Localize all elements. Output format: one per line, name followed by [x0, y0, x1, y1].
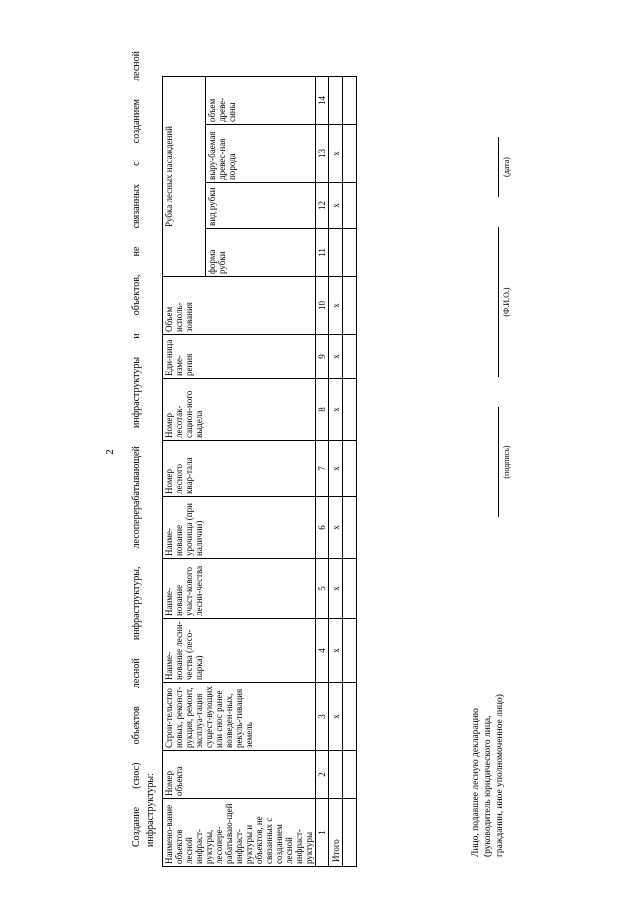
col-header-unit: Еди-ница изме-рения — [163, 335, 316, 379]
total-cell — [329, 77, 343, 125]
signatory-line-3: гражданин, иное уполномоченное лицо) — [495, 694, 505, 857]
total-cell: x — [329, 379, 343, 441]
group-header-felling: Рубка лесных насаждений — [163, 77, 206, 277]
total-cell: x — [329, 559, 343, 619]
objects-table — [162, 76, 357, 867]
name-line — [498, 227, 499, 377]
column-number: 2 — [316, 751, 329, 799]
signature-line — [498, 407, 499, 517]
col-header-compartment: Номер лесотак-сацион-ного выдела — [163, 379, 316, 441]
total-cell: x — [329, 619, 343, 683]
total-row — [329, 77, 343, 867]
col-header-quarter: Номер лесного квар-тала — [163, 441, 316, 497]
signatory-block — [470, 694, 506, 857]
column-number: 4 — [316, 619, 329, 683]
total-cell: x — [329, 441, 343, 497]
column-number: 7 — [316, 441, 329, 497]
date-line — [498, 137, 499, 197]
col-header-object-number: Номер объекта — [163, 751, 316, 799]
column-number: 13 — [316, 125, 329, 183]
total-cell: x — [329, 497, 343, 559]
total-label: Итого — [329, 799, 343, 867]
col-header-work-type: Строи-тельство новых, реконст-рукция, ремонт, эксплуа-тация сущест-вующих или снос ранее возведен-ных, рекуль-тивация земель — [163, 683, 316, 751]
column-number: 1 — [316, 799, 329, 867]
col-header-felling-form: форма рубки — [206, 229, 316, 277]
total-cell: x — [329, 277, 343, 335]
total-cell — [329, 229, 343, 277]
date-caption: (дата) — [502, 157, 511, 177]
column-number-row — [316, 77, 329, 867]
name-caption: (Ф.И.О.) — [502, 287, 511, 317]
total-cell: x — [329, 335, 343, 379]
total-cell: x — [329, 683, 343, 751]
col-header-district-forestry: Наиме-нование участ-кового лесни-чества — [163, 559, 316, 619]
column-number: 14 — [316, 77, 329, 125]
section-heading-continued: инфраструктуры: — [145, 773, 156, 847]
col-header-species: выру-баемая древес-ная порода — [206, 125, 316, 183]
signatory-line-2: (руководитель юридического лица, — [483, 715, 493, 857]
column-number: 12 — [316, 183, 329, 229]
col-header-felling-kind: вид рубки — [206, 183, 316, 229]
column-number: 11 — [316, 229, 329, 277]
signature-caption: (подпись) — [502, 445, 511, 479]
empty-row — [343, 77, 357, 867]
rotated-page — [100, 27, 540, 877]
col-header-forestry: Наиме-нование лесни-чества (лесо-парка) — [163, 619, 316, 683]
column-number: 8 — [316, 379, 329, 441]
total-cell: x — [329, 125, 343, 183]
column-number: 6 — [316, 497, 329, 559]
column-number: 10 — [316, 277, 329, 335]
total-cell — [329, 751, 343, 799]
signatory-line-1: Лицо, подавшее лесную декларацию — [471, 708, 481, 857]
column-number: 3 — [316, 683, 329, 751]
header-row-1 — [163, 77, 206, 867]
column-number: 9 — [316, 335, 329, 379]
column-number: 5 — [316, 559, 329, 619]
col-header-tract: Наиме-нование урочища (при наличии) — [163, 497, 316, 559]
col-header-volume: Объем исполь-зования — [163, 277, 316, 335]
page-number: 2 — [104, 449, 116, 455]
col-header-wood-volume: объем древе-сины — [206, 77, 316, 125]
total-cell: x — [329, 183, 343, 229]
col-header-object-name: Наимено-вание объектов лесной инфраст-руктуры, лесопере-рабатываю-щей инфраст-руктуры и объектов, не связанных с созданием лесной инфраст-руктуры — [163, 799, 316, 867]
section-heading: Создание (снос) объектов лесной инфраструктуры, лесоперерабатывающей инфраструктуры и объектов, не связанных с созданием лесной — [131, 51, 142, 847]
